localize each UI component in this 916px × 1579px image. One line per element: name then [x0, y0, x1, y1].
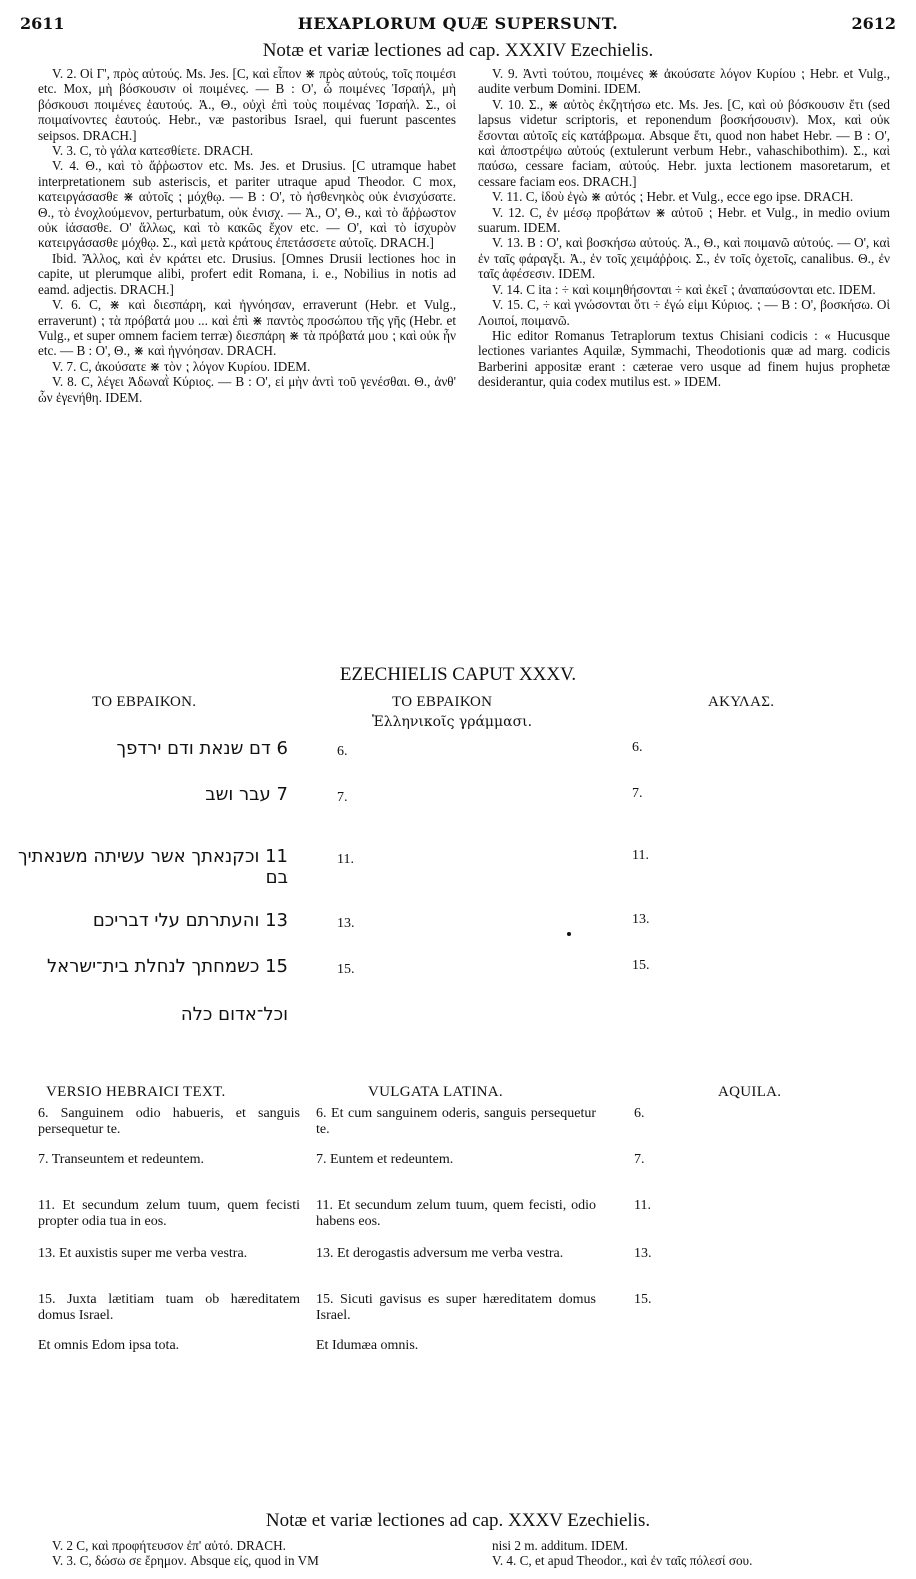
col-header-vulgata: VULGATA LATINA. — [368, 1084, 503, 1100]
col-header-hebrew: ΤΟ ΕΒΡΑΙΚΟΝ. — [92, 694, 197, 710]
hebrew-line: 11 וכקנאתך אשר עשיתה משנאתיך בם — [17, 846, 288, 888]
col-header-aquila-latin: AQUILA. — [718, 1084, 782, 1100]
note-paragraph: V. 8. C, λέγει Ἀδωναῒ Κύριος. — B : O', εἰ μὴν ἀντὶ τοῦ γενέσθαι. Θ., ἀνθ' ὧν ἐγενήθη. IDEM. — [38, 374, 456, 405]
col-header-aquila: ΑΚΥΛΑΣ. — [708, 694, 775, 710]
aquila-row-number: 7. — [634, 1152, 645, 1167]
note-paragraph: nisi 2 m. additum. IDEM. — [492, 1538, 628, 1553]
aquila-row-number: 11. — [634, 1198, 651, 1213]
note-paragraph: V. 2. Οἱ Γ', πρὸς αὐτούς. Ms. Jes. [C, καὶ εἶπον ⋇ πρὸς αὐτούς, τοῖς ποιμέσι etc. Mox, μὴ βόσκουσιν οἱ ποιμένες. — B : O', ὦ ποιμένες Ἰσραήλ, μὴ βόσκουσι ποιμένες ἑαυτούς. Ἀ., Θ., οὐχὶ ἐπὶ τοὺς ποιμένας Ἰσραήλ. Σ., οἱ ποιμαίνοντες ἑαυτούς. Hebr., væ pastoribus Israel, qui fuerunt pascentes seipsos. DRACH.] — [38, 66, 456, 143]
note-paragraph: V. 10. Σ., ⋇ αὐτὸς ἐκζητήσω etc. Ms. Jes. [C, καὶ οὐ βόσκουσιν ἔτι (sed lapsus videtur scriptoris, et reponendum βοσκήσουσιν). Mox, καὶ οὐκ ἔσονται αὐτοῖς εἰς κατάβρωμα. Absque ἔτι, quod non habet Hebr. — B : O', καὶ ἀποστρέψω αὐτούς (extulerunt verbum Hebr., vahaschibothim). Σ., καὶ παύσω, cessare faciam, αὐτούς. Hebr. juxta lectionem masoretarum, et cessare faciam eos. DRACH.] — [478, 96, 890, 189]
running-header — [20, 14, 896, 36]
versio-row-text: 6. Sanguinem odio habueris, et sanguis persequetur te. — [38, 1106, 300, 1137]
aquila-row-number: 6. — [634, 1106, 645, 1121]
versio-row-text: 15. Juxta lætitiam tuam ob hæreditatem domus Israel. — [38, 1292, 300, 1323]
note-paragraph: V. 3. C, δώσω σε ἔρημον. Absque εἰς, quod in VM — [52, 1553, 319, 1569]
note-paragraph: V. 15. C, ÷ καὶ γνώσονται ὅτι ÷ ἐγώ εἰμι Κύριος. ⁏ — B : O', βοσκήσω. Οἱ Λοιποί, ποιμανῶ. — [478, 297, 890, 328]
note-paragraph: V. 9. Ἀντὶ τούτου, ποιμένες ⋇ ἀκούσατε λόγον Κυρίου ⁏ Hebr. et Vulg., audite verbum Domini. IDEM. — [478, 66, 890, 97]
note-paragraph: V. 2 C, καὶ προφήτευσον ἐπ' αὐτό. DRACH. — [52, 1538, 286, 1553]
note-paragraph: V. 6. C, ⋇ καὶ διεσπάρη, καὶ ἠγνόησαν, erraverunt (Hebr. et Vulg., erraverunt) ⁏ τὰ πρόβατά μου ... καὶ ἐπὶ ⋇ παντὸς προσώπου τῆς γῆς (Hebr. et Vulg., et super omnem faciem terræ) διεσπάρη ⋇ τὰ πρόβατά μου ⁏ καὶ οὐκ ἦν etc. — B : O', Θ., ⋇ καὶ ἠγνόησαν. DRACH. — [38, 297, 456, 359]
note-paragraph: V. 14. C ita : ÷ καὶ κοιμηθήσονται ÷ καὶ ἐκεῖ ⁏ ἀναπαύσονται etc. IDEM. — [492, 281, 876, 297]
note-paragraph: V. 12. C, ἐν μέσῳ προβάτων ⋇ αὐτοῦ ⁏ Hebr. et Vulg., in medio ovium suarum. IDEM. — [478, 204, 890, 236]
notes35-left-column — [38, 1538, 456, 1569]
col-subheader-greek-letters: Ἑλληνικοῖς γράμμασι. — [372, 714, 533, 730]
note-paragraph: V. 3. C, τὸ γάλα κατεσθίετε. DRACH. — [52, 143, 254, 159]
note-paragraph: V. 13. B : O', καὶ βοσκήσω αὐτούς. Ἀ., Θ., καὶ ποιμανῶ αὐτούς. — O', καὶ ἐν ταῖς φάραγξι. Ἀ., ἐν τοῖς χειμάῤῥοις. Σ., ἐν τοῖς ὀχετοῖς, canalibus. Θ., ἐν ταῖς ἀφέσεσιν. IDEM. — [478, 235, 890, 282]
hebrew-line: וכל־אדום כלה — [180, 1004, 288, 1025]
versio-row-text: 7. Transeuntem et redeuntem. — [38, 1152, 205, 1167]
versio-row-text: Et omnis Edom ipsa tota. — [38, 1338, 180, 1353]
col-header-versio: VERSIO HEBRAICI TEXT. — [46, 1084, 226, 1100]
running-title: HEXAPLORUM QUÆ SUPERSUNT. — [297, 14, 619, 33]
greek-letters-verse-number: 13. — [337, 916, 355, 931]
notes34-title: Notæ et variæ lectiones ad cap. XXXIV Ezechielis. — [262, 40, 654, 61]
note-paragraph: V. 4. C, et apud Theodor., καὶ ἐν ταῖς πόλεσί σου. — [492, 1553, 753, 1569]
versio-row-text: 13. Et auxistis super me verba vestra. — [38, 1246, 248, 1261]
col-header-greek-letters: ΤΟ ΕΒΡΑΙΚΟΝ — [392, 694, 493, 710]
aquila-row-number: 15. — [634, 1292, 652, 1307]
aquila-row-number: 13. — [634, 1246, 652, 1261]
vulgata-row-text: 6. Et cum sanguinem oderis, sanguis persequetur te. — [316, 1106, 596, 1137]
page-number-right: 2612 — [851, 14, 896, 33]
aquila-verse-number: 11. — [632, 848, 649, 863]
aquila-verse-number: 15. — [632, 958, 650, 973]
chapter-title: EZECHIELIS CAPUT XXXV. — [339, 664, 577, 685]
hebrew-line: 7 עבר ושב — [205, 784, 288, 805]
versio-row-text: 11. Et secundum zelum tuum, quem fecisti propter odia tua in eos. — [38, 1198, 300, 1229]
vulgata-row-text: 15. Sicuti gavisus es super hæreditatem domus Israel. — [316, 1292, 596, 1323]
note-paragraph: V. 4. Θ., καὶ τὸ ἄῤῥωστον etc. Ms. Jes. et Drusius. [C utramque habet interpretationem sub asteriscis, et pariter utraque apud Theodor. C mox, κατειργάσασθε ⋇ αὐτοῖς ⁏ μόχθῳ. — B : O', τὸ ἠσθενηκὸς οὐκ ἐνισχύσατε. Θ., τὸ ἐνοχλούμενον, perturbatum, οὐκ ἐνισχ. — Ἀ., O', Θ., καὶ τὸ ἄῤῥωστον οὐκ ἰάσασθε. O' ἄλλως, καὶ τὸ κακῶς ἔχον etc. — O', καὶ τὸ ἰσχυρὸν κατειργάσασθε μόχθῳ. Σ., καὶ μετὰ κράτους ἐπετάσσετε αὐτοῖς. DRACH.] — [38, 158, 456, 251]
greek-letters-verse-number: 6. — [337, 744, 348, 759]
note-paragraph: Hic editor Romanus Tetraplorum textus Chisiani codicis : « Hucusque lectiones variantes Aquilæ, Symmachi, Theodotionis quæ ad marg. codicis Barberini appositæ erant : cæterae vero usque ad finem hujus prophetæ desiderantur, quia codex mutilus est. » IDEM. — [478, 327, 890, 390]
notes35-title: Notæ et variæ lectiones ad cap. XXXV Ezechielis. — [265, 1510, 651, 1531]
aquila-verse-number: 7. — [632, 786, 643, 801]
hebrew-line: 13 והעתרתם עלי דבריכם — [92, 910, 288, 931]
aquila-verse-number: 6. — [632, 740, 643, 755]
vulgata-row-text: Et Idumæa omnis. — [316, 1338, 419, 1353]
note-paragraph: V. 7. C, ἀκούσατε ⋇ τὸν ⁏ λόγον Κυρίου. IDEM. — [52, 358, 311, 374]
vulgata-row-text: 13. Et derogastis adversum me verba vestra. — [316, 1246, 564, 1261]
notes35-right-column — [478, 1538, 890, 1569]
page-number-left: 2611 — [20, 14, 65, 33]
greek-letters-verse-number: 11. — [337, 852, 354, 867]
ink-dot — [567, 932, 571, 936]
greek-letters-verse-number: 7. — [337, 790, 348, 805]
vulgata-row-text: 11. Et secundum zelum tuum, quem fecisti, odio habens eos. — [316, 1198, 596, 1229]
aquila-verse-number: 13. — [632, 912, 650, 927]
greek-letters-verse-number: 15. — [337, 962, 355, 977]
hebrew-line: 6 דם שנאת ודם ירדפך — [116, 738, 288, 759]
notes34-right-column — [478, 66, 890, 390]
notes34-left-column — [38, 66, 456, 405]
hebrew-line: 15 כשמחתך לנחלת בית־ישראל — [46, 956, 288, 977]
note-paragraph: V. 11. C, ἰδοὺ ἐγὼ ⋇ αὐτός ⁏ Hebr. et Vulg., ecce ego ipse. DRACH. — [492, 189, 854, 205]
note-paragraph: Ibid. Ἄλλος, καὶ ἐν κράτει etc. Drusius. [Omnes Drusii lectiones hoc in capite, ut plerumque alibi, profert edit Romana, i. e., Nobilius in notis ad eamd. adjectis. DRACH.] — [38, 250, 456, 297]
vulgata-row-text: 7. Euntem et redeuntem. — [316, 1152, 454, 1167]
